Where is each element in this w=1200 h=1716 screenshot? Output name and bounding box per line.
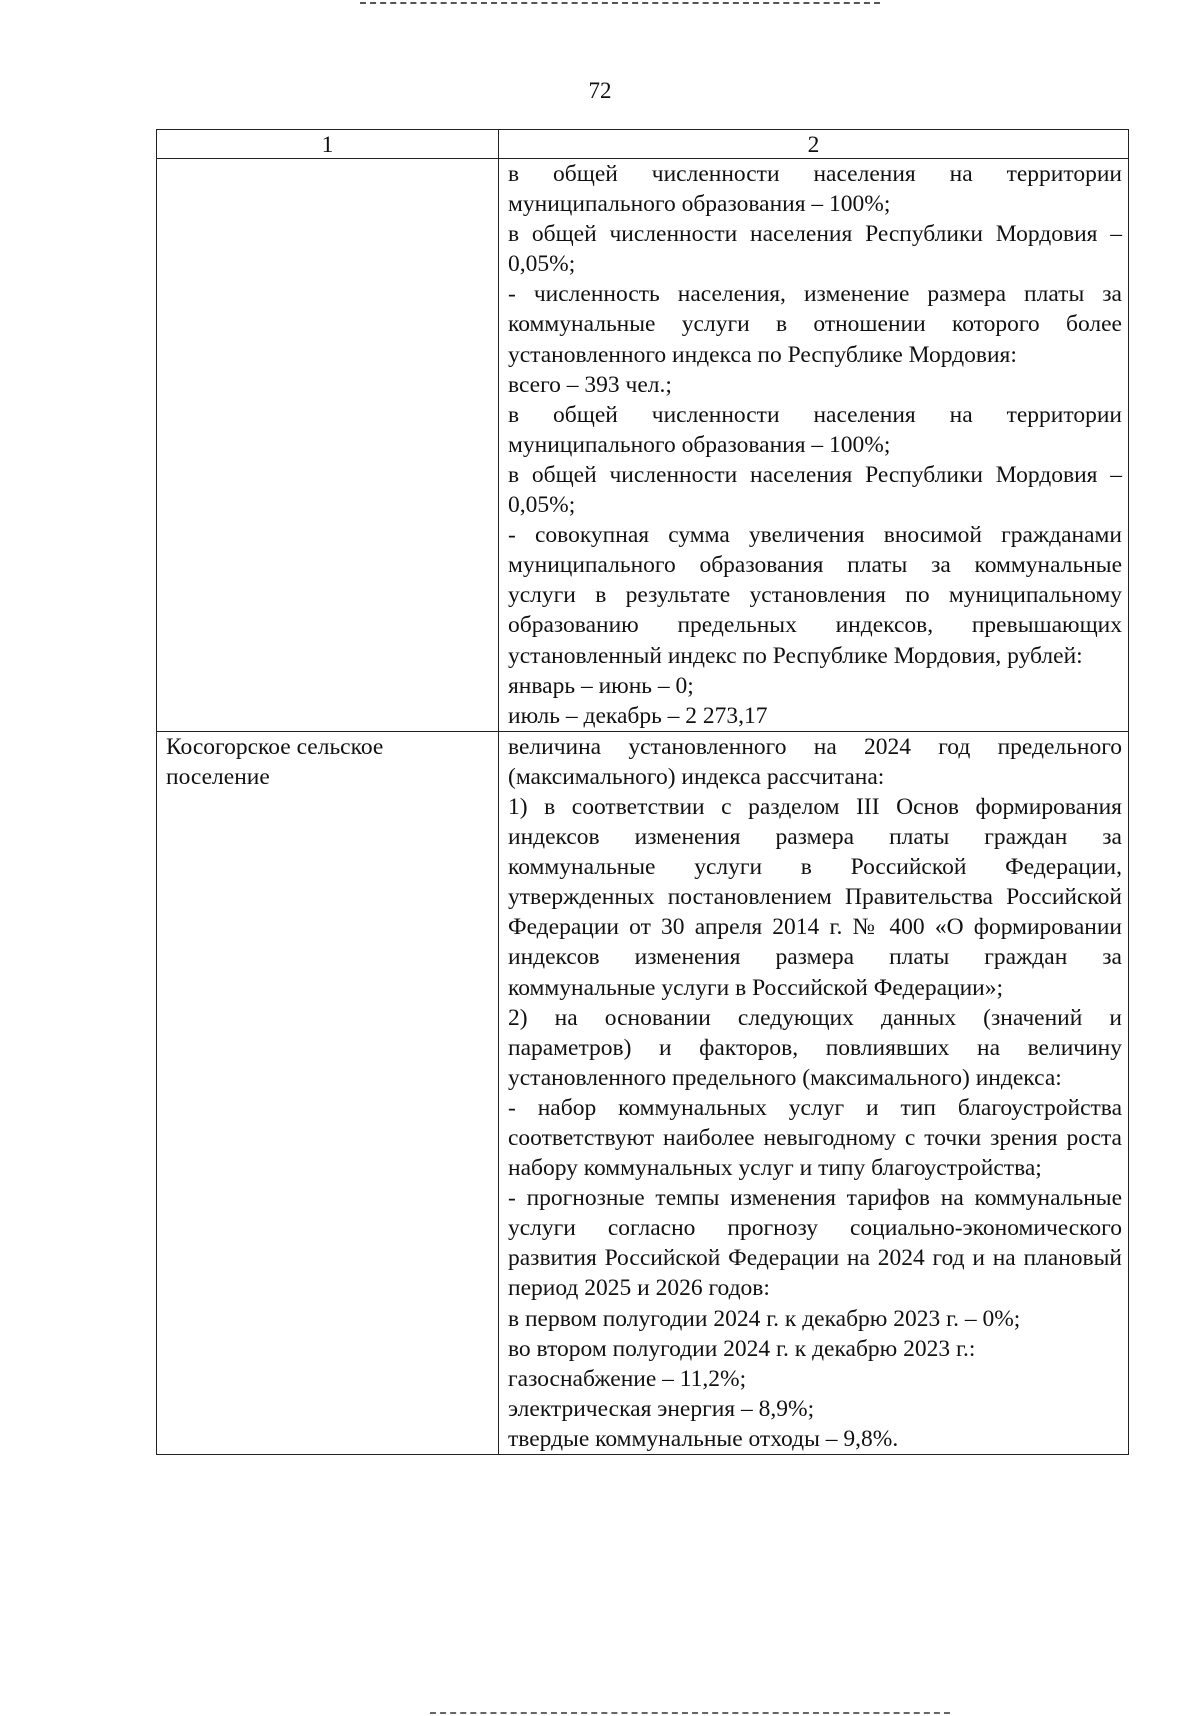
paragraph: в общей численности населения на территории муниципального образования – 100%; (508, 401, 1122, 458)
table-row (157, 731, 1129, 1454)
description-cell (499, 159, 1129, 732)
paragraph: в первом полугодии 2024 г. к декабрю 2023 г. – 0%; (508, 1305, 1021, 1332)
paragraph: всего – 393 чел.; (508, 371, 672, 398)
paragraph: газоснабжение – 11,2%; (508, 1365, 747, 1392)
paragraph: величина установленного на 2024 год предельного (максимального) индекса рассчитана: (508, 733, 1122, 790)
paragraph: в общей численности населения Республики Мордовия – 0,05%; (508, 221, 1122, 278)
paragraph: 1) в соответствии с разделом III Основ формирования индексов изменения размера платы граждан за коммунальные услуги в Российской Федерации, утвержденных постановлением Правительства Российской Федерации от 30 апреля 2014 г. № 400 «О формировании индексов изменения размера платы граждан за коммунальные услуги в Российской Федерации»; (508, 793, 1122, 1001)
top-scan-rule (360, 2, 880, 4)
paragraph: 2) на основании следующих данных (значений и параметров) и факторов, повлиявших на величину установленного предельного (максимального) индекса: (508, 1004, 1122, 1091)
paragraph: в общей численности населения Республики Мордовия – 0,05%; (508, 461, 1122, 519)
paragraph: электрическая энергия – 8,9%; (508, 1395, 815, 1422)
paragraph: июль – декабрь – 2 273,17 (508, 702, 768, 729)
description-cell (499, 731, 1129, 1454)
bottom-scan-rule (430, 1712, 950, 1714)
paragraph: - прогнозные темпы изменения тарифов на коммунальные услуги согласно прогнозу социально-экономического развития Российской Федерации на 2024 год и на плановый период 2025 и 2026 годов: (508, 1185, 1122, 1302)
table-header-row (157, 130, 1129, 159)
paragraph: в общей численности населения на территории муниципального образования – 100%; (508, 161, 1122, 218)
paragraph: - численность населения, изменение размера платы за коммунальные услуги в отношении которого более установленного индекса по Республике Мордовия: (508, 281, 1122, 368)
document-table (156, 129, 1129, 1455)
column-header-2: 2 (499, 130, 1129, 159)
table-row (157, 159, 1129, 732)
column-header-1: 1 (157, 130, 499, 159)
municipality-name-cell (157, 159, 499, 732)
paragraph: - совокупная сумма увеличения вносимой гражданами муниципального образования платы за коммунальные услуги в результате установления по муниципальному образованию предельных индексов, превышающих установленный индекс по Республике Мордовия, рублей: (508, 522, 1122, 669)
paragraph: - набор коммунальных услуг и тип благоустройства соответствуют наиболее невыгодному с точки зрения роста набору коммунальных услуг и типу благоустройства; (508, 1094, 1122, 1182)
municipality-name-cell: Косогорское сельское поселение (157, 731, 499, 1454)
paragraph: во втором полугодии 2024 г. к декабрю 2023 г.: (508, 1335, 976, 1362)
paragraph: январь – июнь – 0; (508, 672, 694, 699)
paragraph: твердые коммунальные отходы – 9,8%. (508, 1425, 899, 1452)
page-number: 72 (588, 78, 612, 103)
